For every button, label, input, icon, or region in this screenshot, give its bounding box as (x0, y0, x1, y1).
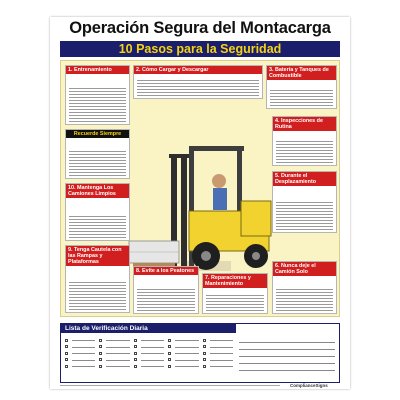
card-text (137, 287, 195, 311)
checklist-items (65, 338, 233, 371)
steps-panel (60, 60, 340, 317)
checkbox (99, 345, 102, 348)
card-text (69, 86, 126, 122)
card-nunca-deje (272, 261, 337, 314)
card-text (137, 78, 259, 96)
checkbox (203, 352, 206, 355)
card-bateria (266, 65, 337, 109)
signature-area (239, 336, 335, 371)
card-cargar-descargar (133, 65, 263, 99)
card-recuerde-siempre (65, 129, 130, 179)
checkbox (65, 365, 68, 368)
checkbox (134, 345, 137, 348)
card-text (69, 149, 126, 176)
card-text (69, 214, 126, 238)
card-text (276, 200, 333, 230)
card-text (276, 139, 333, 163)
card-desplazamiento-heading: 5. Durante el Desplazamiento (273, 172, 336, 186)
poster-subtitle: 10 Pasos para la Seguridad (118, 42, 282, 56)
poster-title: Operación Segura del Montacarga (69, 19, 331, 37)
checkbox (65, 358, 68, 361)
card-desplazamiento (272, 171, 337, 233)
card-inspecciones (272, 116, 337, 166)
card-text (206, 293, 264, 311)
checkbox (168, 345, 171, 348)
checkbox (99, 352, 102, 355)
checkbox (168, 339, 171, 342)
card-text (270, 88, 333, 106)
checkbox (99, 358, 102, 361)
card-reparaciones-heading: 7. Reparaciones y Mantenimiento (203, 274, 267, 288)
card-rampas-plataformas (65, 245, 130, 313)
checklist-title: Lista de Verificación Diaria (65, 325, 148, 332)
card-peatones-heading: 8. Evite a los Peatones (134, 267, 198, 275)
checkbox (168, 365, 171, 368)
daily-checklist (60, 323, 340, 383)
checkbox (99, 365, 102, 368)
card-limpios-heading: 10. Mantenga Los Camiones Limpios (66, 184, 129, 198)
card-text (69, 280, 126, 310)
checkbox (65, 352, 68, 355)
card-peatones (133, 266, 199, 314)
footer-fine-print (60, 385, 280, 386)
card-recuerde-heading: Recuerde Siempre (66, 130, 129, 138)
card-text (276, 287, 333, 311)
checkbox (203, 339, 206, 342)
card-reparaciones (202, 273, 268, 314)
checkbox (203, 358, 206, 361)
checkbox (203, 365, 206, 368)
subtitle-bar (60, 41, 340, 57)
card-entrenamiento (65, 65, 130, 125)
card-nunca-heading: 6. Nunca deje el Camión Solo (273, 262, 336, 276)
card-bateria-heading: 3. Batería y Tanques de Combustible (267, 66, 336, 80)
brand-logo: ComplianceSigns (290, 383, 328, 388)
checkbox (168, 358, 171, 361)
card-entrenamiento-heading: 1. Entrenamiento (66, 66, 129, 74)
card-inspecciones-heading: 4. Inspecciones de Rutina (273, 117, 336, 131)
checklist-header (61, 324, 236, 333)
card-rampas-heading: 9. Tenga Cautela con las Rampas y Plataformas (66, 246, 129, 266)
checkbox (65, 345, 68, 348)
checkbox (99, 339, 102, 342)
checkbox (65, 339, 68, 342)
card-cargar-heading: 2. Cómo Cargar y Descargar (134, 66, 262, 74)
poster (50, 17, 350, 389)
checkbox (203, 345, 206, 348)
card-mantenga-limpios (65, 183, 130, 241)
checkbox (134, 352, 137, 355)
checkbox (134, 339, 137, 342)
checkbox (134, 358, 137, 361)
checkbox (168, 352, 171, 355)
checkbox (134, 365, 137, 368)
